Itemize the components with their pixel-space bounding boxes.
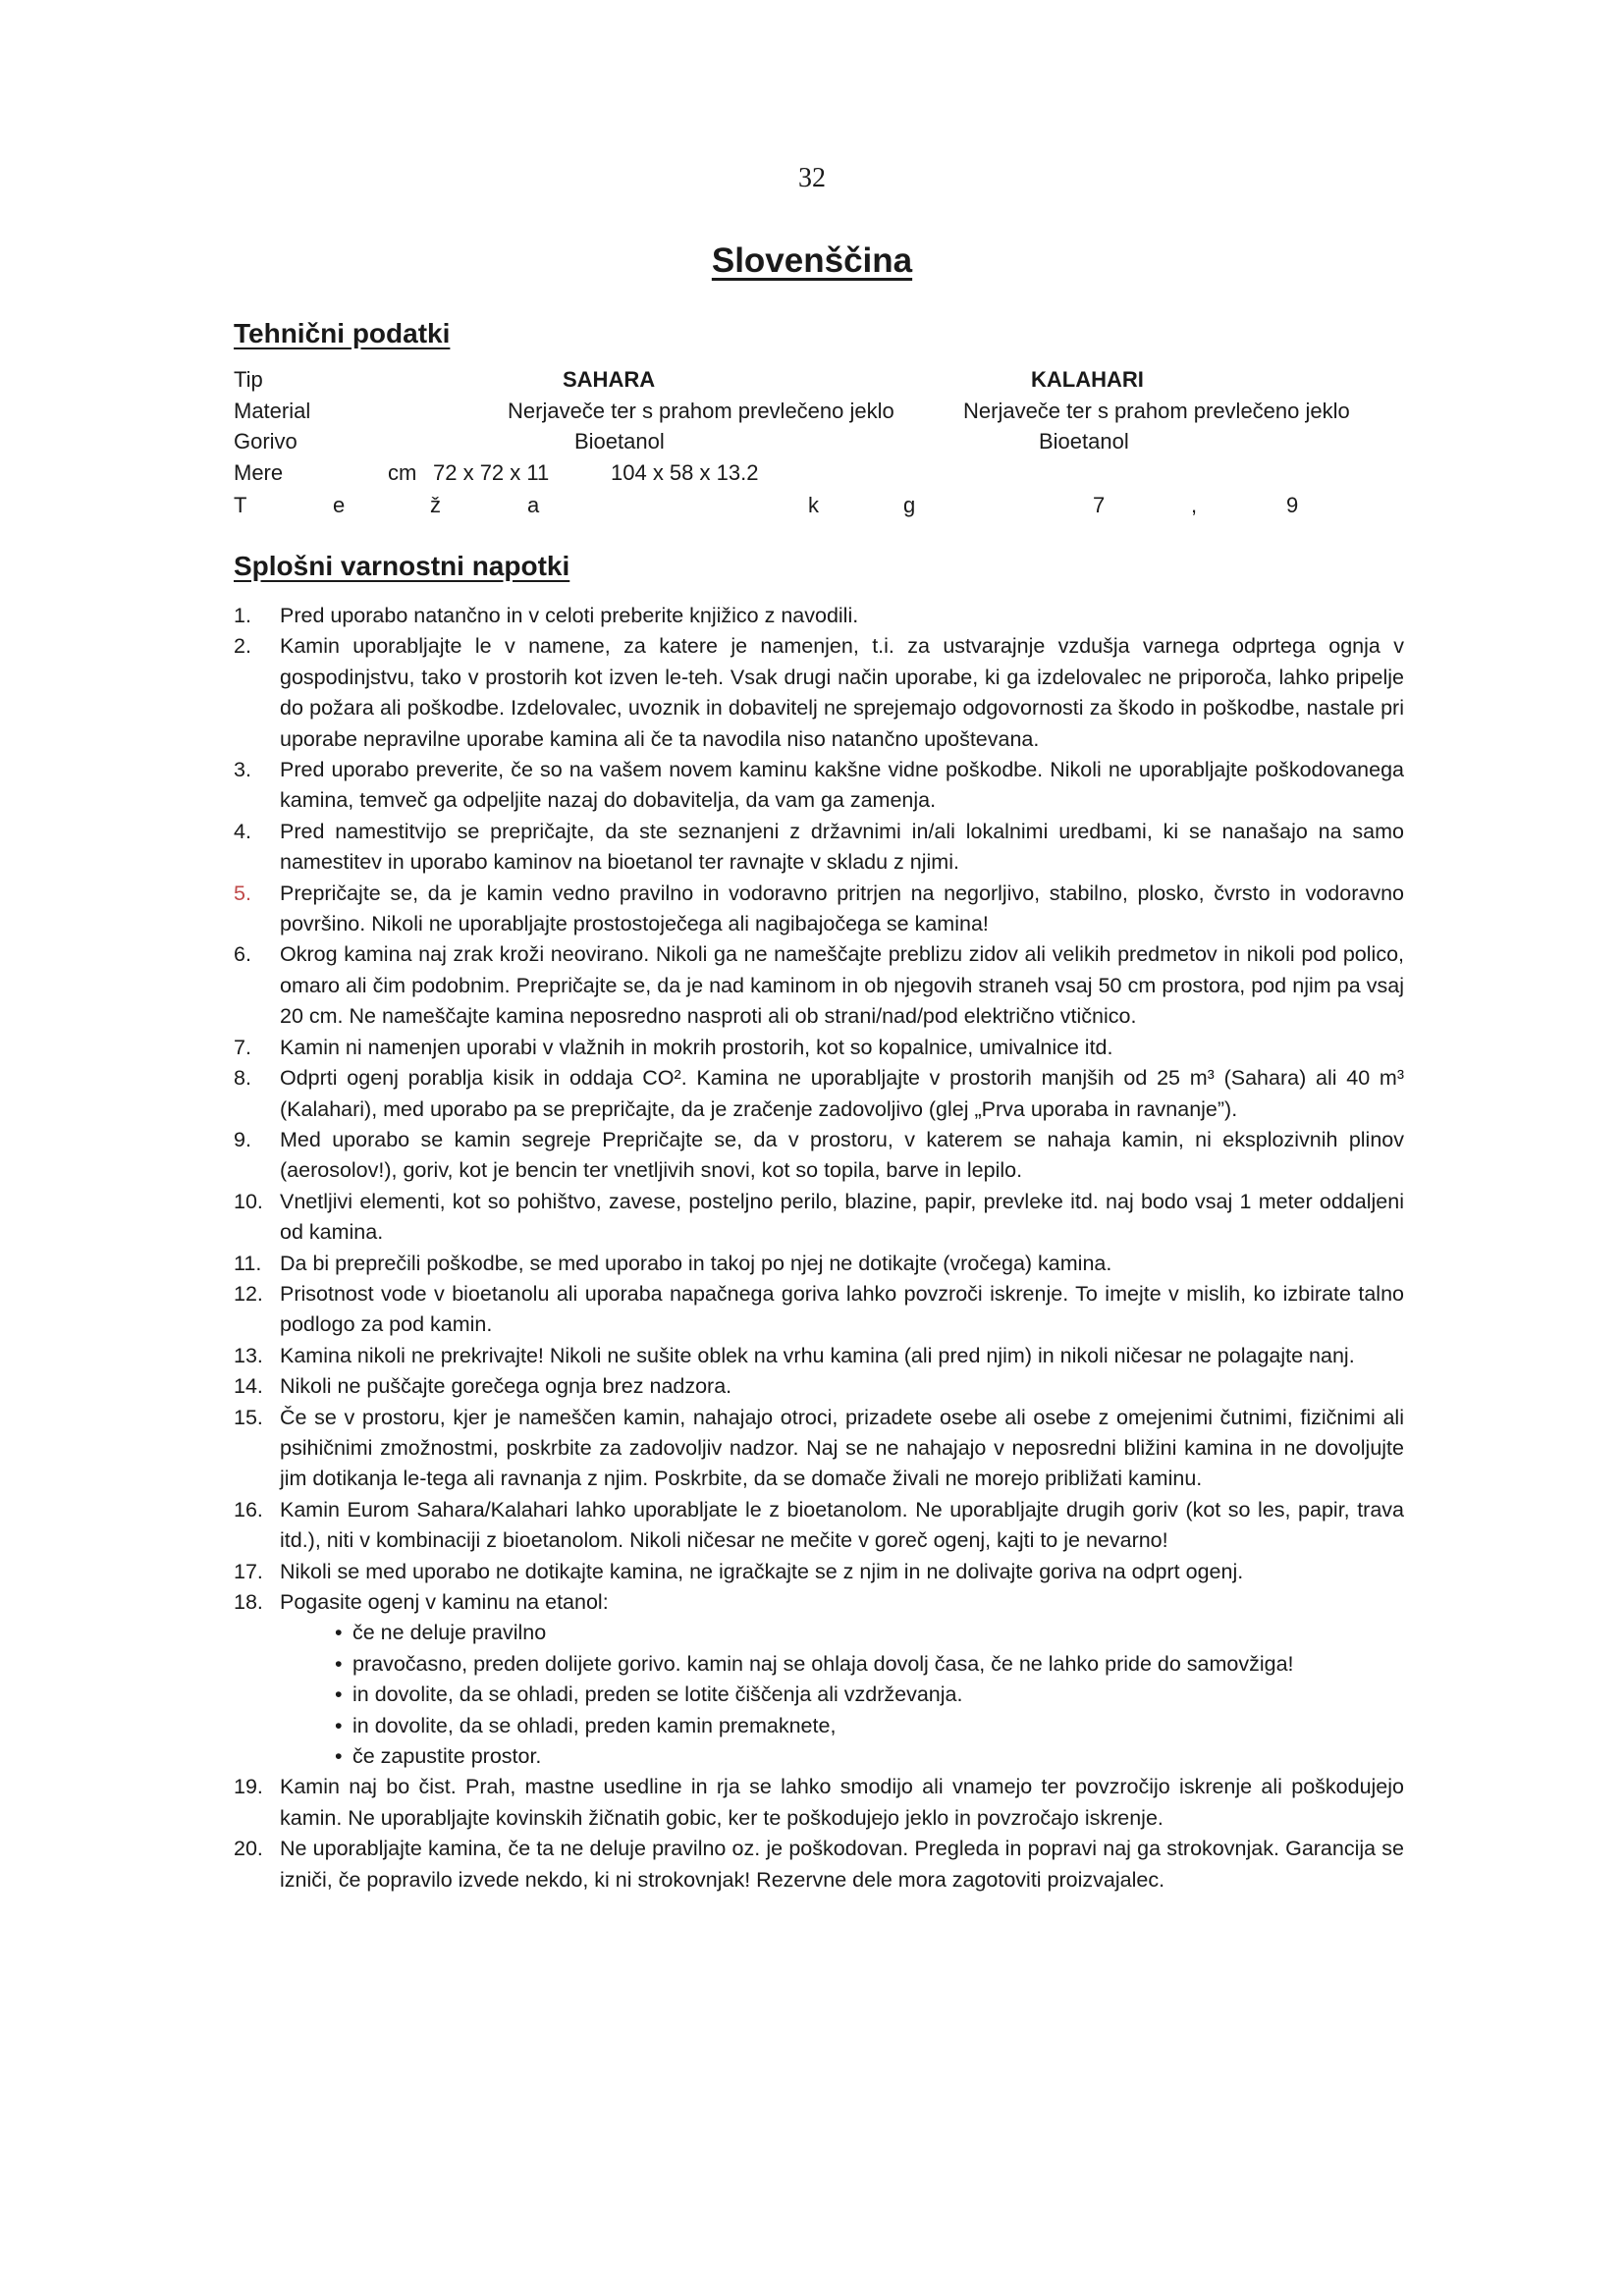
spec-sahara-header: SAHARA <box>563 367 656 392</box>
item-number: 12. <box>234 1281 263 1306</box>
item-text: Kamin ni namenjen uporabi v vlažnih in mokrih prostorih, kot so kopalnice, umivalnice itd. <box>280 1035 1113 1059</box>
item-number: 19. <box>234 1775 263 1799</box>
spec-kalahari-gorivo: Bioetanol <box>1039 429 1129 454</box>
item-text: Odprti ogenj porablja kisik in oddaja CO². Kamina ne uporabljajte v prostorih manjših od 25 m³ (Sahara) ali 40 m³ (Kalahari), med uporabo pa se prepričajte, da je zračenje zadovoljivo (glej „Prva uporaba in ravnanje”). <box>280 1066 1404 1121</box>
item-text: Če se v prostoru, kjer je nameščen kamin, nahajajo otroci, prizadete osebe ali osebe z omejenimi čutnimi, fizičnimi ali psihičnimi zmožnostmi, poskrbite za zadovoljiv nadzor. Naj se ne nahajajo v neposredni bližini kamina in ne dovoljujte jim dotikanja le-tega ali ravnanja z njim. Poskrbite, da se domače živali ne morejo približati kaminu. <box>280 1405 1404 1491</box>
item-text: Nikoli se med uporabo ne dotikajte kamina, ne igračkajte se z njim in ne dolivajte goriva na odprt ogenj. <box>280 1559 1244 1583</box>
spec-teza-char: 9 <box>1286 493 1299 517</box>
item-text: Kamin naj bo čist. Prah, mastne usedline in rja se lahko smodijo ali vnamejo ter povzročijo iskrenje ali poškodujejo kamin. Ne uporabljajte kovinskih žičnatih gobic, ker te poškodujejo jeklo in povzročajo iskrenje. <box>280 1775 1404 1830</box>
item-number: 10. <box>234 1189 263 1213</box>
item-number: 17. <box>234 1559 263 1583</box>
item-number: 4. <box>234 819 251 843</box>
spec-kalahari-header: KALAHARI <box>1031 367 1144 392</box>
technical-data-heading: Tehnični podatki <box>234 318 451 348</box>
spec-label-material: Material <box>234 399 311 423</box>
spec-label-mere: Mere <box>234 460 284 485</box>
item-number: 9. <box>234 1127 251 1151</box>
bullet-item: • če zapustite prostor. <box>335 1741 1404 1772</box>
list-item <box>234 1557 1404 1587</box>
item-text: Vnetljivi elementi, kot so pohištvo, zavese, posteljno perilo, blazine, papir, prevleke itd. naj bodo vsaj 1 meter oddaljeni od kamina. <box>280 1189 1404 1245</box>
spec-label-gorivo: Gorivo <box>234 429 298 454</box>
item-text: Pogasite ogenj v kaminu na etanol: <box>280 1590 609 1614</box>
item-text: Ne uporabljajte kamina, če ta ne deluje pravilno oz. je poškodovan. Pregleda in popravi naj ga strokovnjak. Garancija se izniči, če popravilo izvede nekdo, ki ni strokovnjak! Rezervne dele mora zagotoviti proizvajalec. <box>280 1837 1404 1892</box>
item-text: Pred uporabo natančno in v celoti preberite knjižico z navodili. <box>280 604 859 627</box>
item-number: 20. <box>234 1837 263 1861</box>
spec-teza-char: k <box>808 493 819 517</box>
list-item <box>234 1341 1404 1371</box>
item-number: 5. <box>234 881 251 905</box>
item-text: Prisotnost vode v bioetanolu ali uporaba napačnega goriva lahko povzroči iskrenje. To imejte v mislih, ko izbirate talno podlogo za pod kamin. <box>280 1281 1404 1337</box>
item-text: Kamin uporabljajte le v namene, za katere je namenjen, t.i. za ustvarajnje vzdušja varnega odprtega ognja v gospodinjstvu, tako v prostorih kot izven le-teh. Vsak drugi način uporabe, ki ga izdelovalec ne priporoča, lahko pripelje do požara ali poškodbe. Izdelovalec, uvoznik in dobavitelj ne sprejemajo odgovornosti za škodo in poškodbe, nastale pri uporabe nepravilne uporabe kamina ali če ta navodila niso natančno upoštevana. <box>280 634 1404 751</box>
spec-sahara-material: Nerjaveče ter s prahom prevlečeno jeklo <box>508 399 894 423</box>
list-item <box>234 1587 1404 1772</box>
spec-teza-char: 7 <box>1093 493 1106 517</box>
list-item <box>234 1063 1404 1125</box>
item-number: 1. <box>234 604 251 627</box>
item-text: Nikoli ne puščajte gorečega ognja brez nadzora. <box>280 1374 732 1399</box>
bullet-item: • in dovolite, da se ohladi, preden kamin premaknete, <box>335 1711 1404 1741</box>
item-number: 8. <box>234 1066 251 1091</box>
list-item <box>234 817 1404 879</box>
bullet-item: • pravočasno, preden dolijete gorivo. kamin naj se ohlaja dovolj časa, če ne lahko pride do samovžiga! <box>335 1649 1404 1680</box>
item-number: 13. <box>234 1343 263 1367</box>
item-number: 2. <box>234 634 251 659</box>
list-item <box>234 601 1404 631</box>
safety-list <box>234 601 1404 1896</box>
item-text: Kamin Eurom Sahara/Kalahari lahko uporabljate le z bioetanolom. Ne uporabljajte drugih goriv (kot so les, papir, trava itd.), niti v kombinaciji z bioetanolom. Nikoli ničesar ne mečite v goreč ogenj, kajti to je nevarno! <box>280 1497 1404 1553</box>
spec-teza-char: ž <box>430 493 441 517</box>
list-item <box>234 1834 1404 1896</box>
list-item <box>234 939 1404 1032</box>
item-number: 7. <box>234 1035 251 1059</box>
item-number: 18. <box>234 1590 263 1614</box>
spec-kalahari-mere: 104 x 58 x 13.2 <box>611 460 759 485</box>
item-text: Pred namestitvijo se prepričajte, da ste seznanjeni z državnimi in/ali lokalnimi uredbami, ki se nanašajo na samo namestitev in uporabo kaminov na bioetanol ter ravnajte v skladu z njimi. <box>280 819 1404 875</box>
spec-sahara-mere: 72 x 72 x 11 <box>433 460 550 485</box>
spec-teza-char: g <box>903 493 916 517</box>
item-number: 16. <box>234 1497 263 1522</box>
list-item <box>234 1772 1404 1834</box>
list-item <box>234 1033 1404 1063</box>
spec-teza-char: a <box>527 493 540 517</box>
spec-kalahari-material: Nerjaveče ter s prahom prevlečeno jeklo <box>963 399 1350 423</box>
spec-teza-char: , <box>1191 493 1198 517</box>
item-text: Da bi preprečili poškodbe, se med uporabo in takoj po njej ne dotikajte (vročega) kamina. <box>280 1251 1112 1275</box>
page-title: Slovenščina <box>711 241 913 280</box>
list-item <box>234 1125 1404 1187</box>
list-item <box>234 1371 1404 1402</box>
item-text: Pred uporabo preverite, če so na vašem novem kaminu kakšne vidne poškodbe. Nikoli ne uporabljajte poškodovanega kamina, temveč ga odpeljite nazaj do dobavitelja, da vam ga zamenja. <box>280 758 1404 813</box>
item-text: Prepričajte se, da je kamin vedno pravilno in vodoravno pritrjen na negorljivo, stabilno, plosko, čvrsto in vodoravno površino. Nikoli ne uporabljajte prostostoječega ali nagibajočega se kamina! <box>280 881 1404 936</box>
spec-mere-unit: cm <box>388 460 417 485</box>
spec-teza-char: T <box>234 493 247 517</box>
spec-sahara-gorivo: Bioetanol <box>574 429 665 454</box>
item-number: 6. <box>234 942 251 967</box>
spec-teza-char: e <box>333 493 346 517</box>
list-item <box>234 1403 1404 1495</box>
bullet-list <box>280 1618 1404 1772</box>
bullet-item: • če ne deluje pravilno <box>335 1618 1404 1648</box>
list-item <box>234 1249 1404 1279</box>
page-number: 32 <box>798 163 826 193</box>
list-item <box>234 755 1404 817</box>
list-item <box>234 1495 1404 1557</box>
item-text: Kamina nikoli ne prekrivajte! Nikoli ne sušite oblek na vrhu kamina (ali pred njim) in nikoli ničesar ne polagajte nanj. <box>280 1343 1355 1367</box>
spec-label-tip: Tip <box>234 367 263 392</box>
list-item <box>234 1279 1404 1341</box>
item-number: 15. <box>234 1405 263 1429</box>
list-item <box>234 1187 1404 1249</box>
item-number: 11. <box>234 1251 262 1275</box>
bullet-item: • in dovolite, da se ohladi, preden se lotite čiščenja ali vzdrževanja. <box>335 1680 1404 1710</box>
list-item <box>234 879 1404 940</box>
list-item <box>234 631 1404 755</box>
item-text: Med uporabo se kamin segreje Prepričajte se, da v prostoru, v katerem se nahaja kamin, ni eksplozivnih plinov (aerosolov!), goriv, kot je bencin ter vnetljivih snovi, kot so topila, barve in lepilo. <box>280 1127 1404 1183</box>
item-text: Okrog kamina naj zrak kroži neovirano. Nikoli ga ne nameščajte preblizu zidov ali velikih predmetov in nikoli pod polico, omaro ali čim podobnim. Prepričajte se, da je nad kaminom in ob njegovih straneh vsaj 50 cm prostora, pod njim pa vsaj 20 cm. Ne nameščajte kamina neposredno nasproti ali ob strani/nad/pod električno vtičnico. <box>280 942 1404 1029</box>
safety-heading: Splošni varnostni napotki <box>234 551 570 581</box>
item-number: 3. <box>234 758 251 782</box>
item-number: 14. <box>234 1374 263 1399</box>
